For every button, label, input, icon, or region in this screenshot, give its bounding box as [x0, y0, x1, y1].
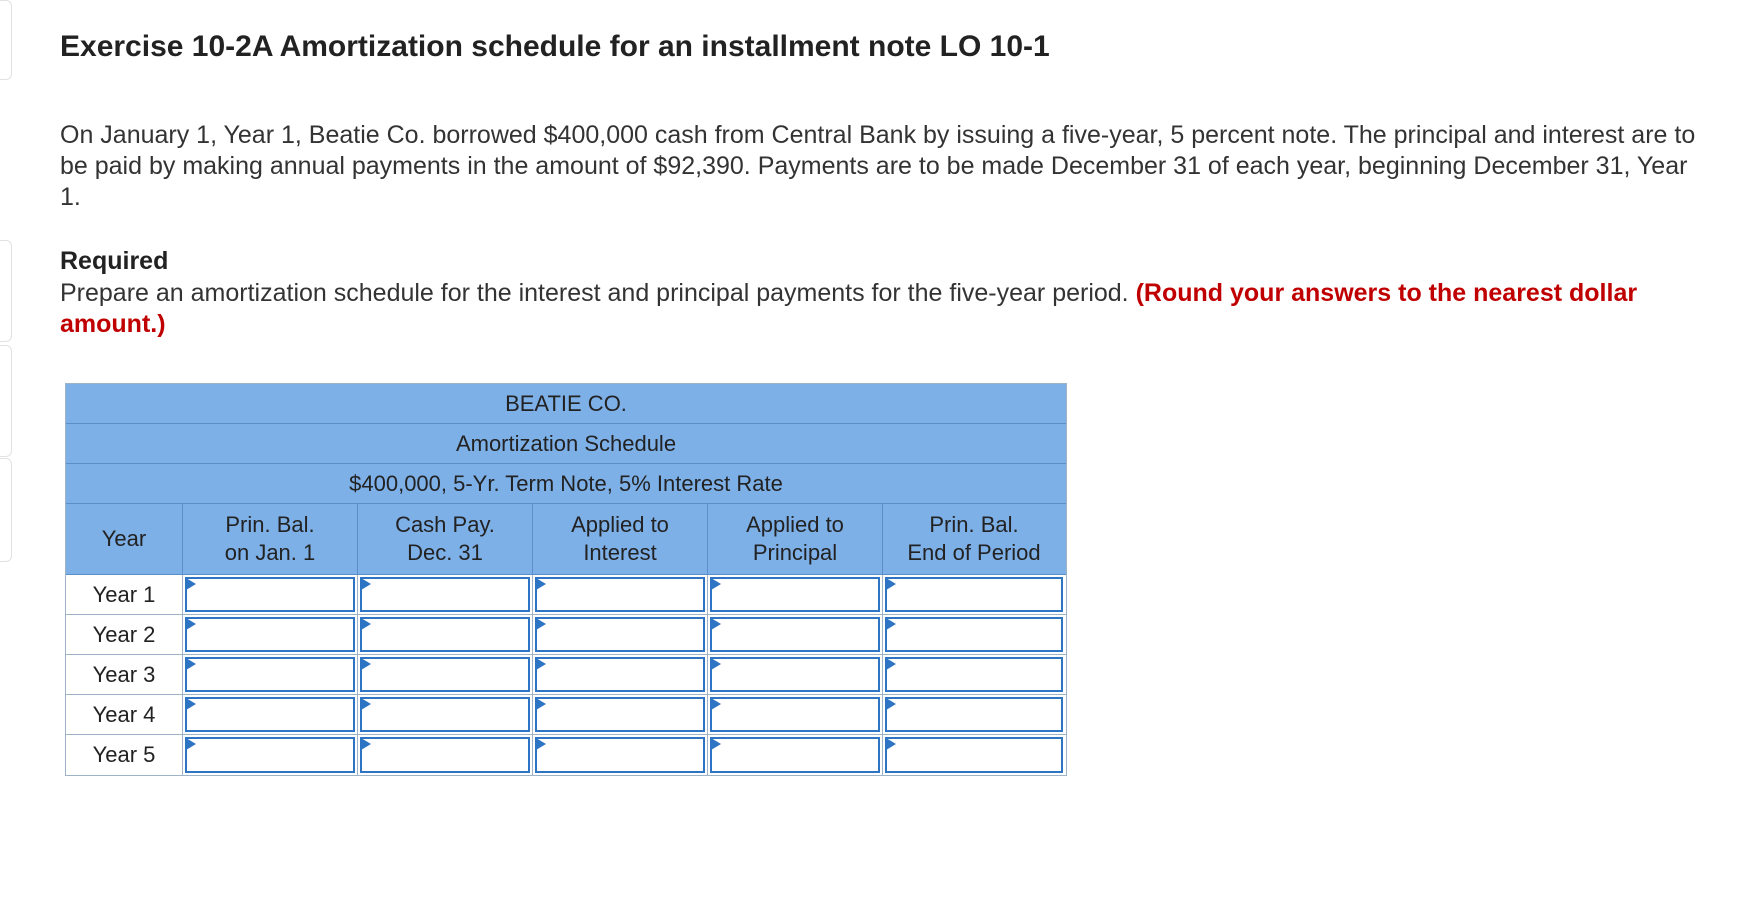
table-row — [66, 735, 1066, 775]
end-bal-input[interactable] — [885, 657, 1063, 692]
amortization-schedule-table — [65, 383, 1067, 776]
applied-principal-input[interactable] — [710, 697, 880, 732]
applied-principal-input[interactable] — [710, 577, 880, 612]
input-marker-icon — [711, 698, 721, 710]
cash-pay-input[interactable] — [360, 617, 530, 652]
input-marker-icon — [186, 738, 196, 750]
exercise-title: Exercise 10-2A Amortization schedule for an installment note LO 10-1 — [60, 30, 1050, 63]
end-bal-input[interactable] — [885, 577, 1063, 612]
cash-pay-input[interactable] — [360, 737, 530, 773]
input-marker-icon — [536, 738, 546, 750]
year-label: Year 4 — [66, 695, 182, 734]
input-marker-icon — [711, 738, 721, 750]
side-panel-tab — [0, 345, 12, 457]
input-marker-icon — [711, 578, 721, 590]
column-header-applied-principal: Applied to Principal — [707, 504, 882, 574]
input-marker-icon — [536, 698, 546, 710]
column-header-row — [66, 504, 1066, 575]
input-marker-icon — [886, 658, 896, 670]
input-marker-icon — [361, 618, 371, 630]
table-row — [66, 615, 1066, 655]
rounding-note: (Round your answers to the nearest dollar amount.) — [60, 279, 1638, 338]
year-label: Year 3 — [66, 655, 182, 694]
applied-interest-input[interactable] — [535, 657, 705, 692]
year-label: Year 5 — [66, 735, 182, 775]
input-marker-icon — [886, 618, 896, 630]
applied-interest-input[interactable] — [535, 737, 705, 773]
note-description-header: $400,000, 5-Yr. Term Note, 5% Interest Rate — [66, 464, 1066, 504]
column-header-end-bal: Prin. Bal. End of Period — [882, 504, 1065, 574]
instructions — [60, 278, 1720, 340]
input-marker-icon — [886, 698, 896, 710]
input-marker-icon — [886, 578, 896, 590]
input-marker-icon — [361, 658, 371, 670]
side-panel-tab — [0, 0, 12, 80]
end-bal-input[interactable] — [885, 697, 1063, 732]
year-label: Year 1 — [66, 575, 182, 614]
applied-interest-input[interactable] — [535, 697, 705, 732]
column-header-applied-interest: Applied to Interest — [532, 504, 707, 574]
table-row — [66, 695, 1066, 735]
prin-bal-input[interactable] — [185, 577, 355, 612]
exercise-intro: On January 1, Year 1, Beatie Co. borrowed $400,000 cash from Central Bank by issuing a five-year, 5 percent note. The principal and interest are to be paid by making annual payments in the amount of $92,390. Payments are to be made December 31 of each year, beginning December 31, Year 1. — [60, 121, 1696, 211]
schedule-name-header: Amortization Schedule — [66, 424, 1066, 464]
applied-principal-input[interactable] — [710, 617, 880, 652]
prin-bal-input[interactable] — [185, 737, 355, 773]
input-marker-icon — [186, 698, 196, 710]
side-panel-tab — [0, 458, 12, 562]
input-marker-icon — [711, 658, 721, 670]
applied-interest-input[interactable] — [535, 617, 705, 652]
prin-bal-input[interactable] — [185, 697, 355, 732]
applied-principal-input[interactable] — [710, 657, 880, 692]
end-bal-input[interactable] — [885, 617, 1063, 652]
column-header-year: Year — [101, 526, 147, 551]
input-marker-icon — [711, 618, 721, 630]
end-bal-input[interactable] — [885, 737, 1063, 773]
input-marker-icon — [186, 658, 196, 670]
instructions-text: Prepare an amortization schedule for the interest and principal payments for the five-year period. — [60, 279, 1129, 307]
input-marker-icon — [536, 618, 546, 630]
input-marker-icon — [186, 618, 196, 630]
cash-pay-input[interactable] — [360, 697, 530, 732]
year-label: Year 2 — [66, 615, 182, 654]
input-marker-icon — [536, 658, 546, 670]
required-heading: Required — [60, 247, 169, 275]
cash-pay-input[interactable] — [360, 577, 530, 612]
prin-bal-input[interactable] — [185, 657, 355, 692]
applied-interest-input[interactable] — [535, 577, 705, 612]
applied-principal-input[interactable] — [710, 737, 880, 773]
column-header-cash-pay: Cash Pay. Dec. 31 — [357, 504, 532, 574]
input-marker-icon — [186, 578, 196, 590]
input-marker-icon — [536, 578, 546, 590]
input-marker-icon — [361, 698, 371, 710]
table-row — [66, 575, 1066, 615]
cash-pay-input[interactable] — [360, 657, 530, 692]
input-marker-icon — [361, 738, 371, 750]
side-panel-tab — [0, 240, 12, 342]
company-name-header: BEATIE CO. — [66, 384, 1066, 424]
table-row — [66, 655, 1066, 695]
input-marker-icon — [361, 578, 371, 590]
column-header-prin-bal: Prin. Bal. on Jan. 1 — [182, 504, 357, 574]
prin-bal-input[interactable] — [185, 617, 355, 652]
input-marker-icon — [886, 738, 896, 750]
